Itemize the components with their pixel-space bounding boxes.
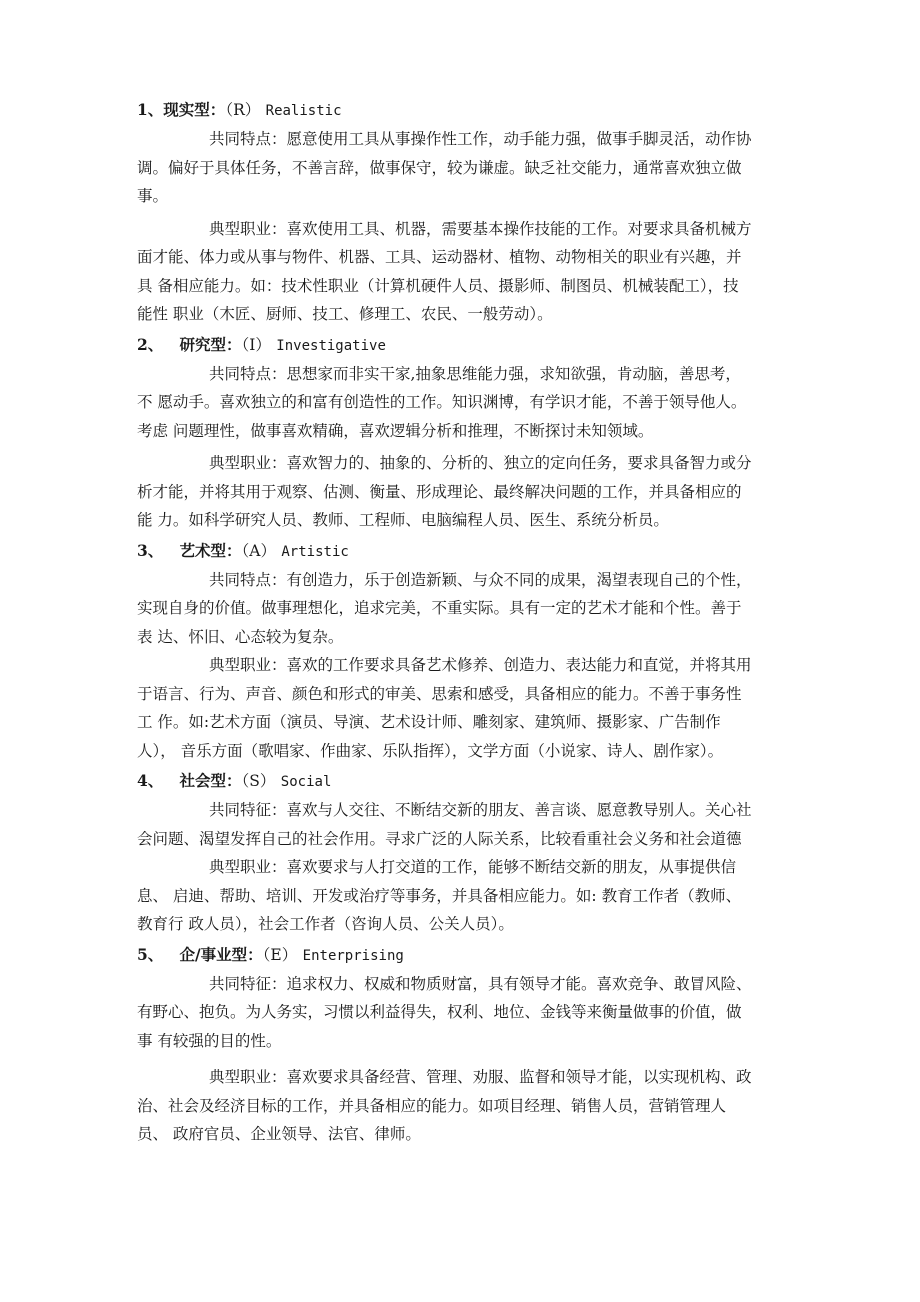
paragraph-line: 人）， 音乐方面（歌唱家、作曲家、乐队指挥），文学方面（小说家、诗人、剧作家）。 xyxy=(137,741,724,760)
section-code: （E） xyxy=(262,945,298,964)
paragraph-line: 典型职业：喜欢智力的、抽象的、分析的、独立的定向任务，要求具备智力或分 xyxy=(209,454,752,472)
section-title: 社会型： xyxy=(179,771,242,790)
section-code: （I） xyxy=(241,335,271,354)
paragraph-line: 工 作。如:艺术方面（演员、导演、艺术设计师、雕刻家、建筑师、摄影家、广告制作 xyxy=(137,713,721,731)
section-code: （S） xyxy=(241,772,276,790)
section-code: （R） xyxy=(225,101,261,119)
section-heading-artistic xyxy=(137,535,789,566)
paragraph-line: 典型职业：喜欢使用工具、机器，需要基本操作技能的工作。对要求具备机械方 xyxy=(209,219,752,238)
section-number: 5、 xyxy=(137,944,164,964)
paragraph-line: 治、社会及经济目标的工作，并具备相应的能力。如项目经理、销售人员，营销管理人 xyxy=(137,1096,727,1115)
paragraph-line: 典型职业：喜欢要求具备经营、管理、劝服、监督和领导才能，以实现机构、政 xyxy=(209,1068,752,1086)
section-heading-realistic xyxy=(137,94,789,125)
paragraph-line: 析才能，并将其用于观察、估测、衡量、形成理论、最终解决问题的工作，并具备相应的 xyxy=(137,482,742,501)
paragraph-line: 员、 政府官员、企业领导、法官、律师。 xyxy=(137,1125,421,1143)
section-english-name: Investigative xyxy=(276,337,386,354)
paragraph-line: 表 达、怀旧、心态较为复杂。 xyxy=(137,627,344,646)
section-english-name: Social xyxy=(280,774,332,790)
section-heading-social xyxy=(137,765,789,796)
section-title: 研究型： xyxy=(179,334,242,354)
paragraph-line: 有野心、抱负。为人务实，习惯以利益得失，权利、地位、金钱等来衡量做事的价值，做 xyxy=(137,1003,742,1021)
section-english-name: Artistic xyxy=(281,543,349,560)
section-number: 3、 xyxy=(137,540,164,560)
paragraph-line: 会问题、渴望发挥自己的社会作用。寻求广泛的人际关系，比较看重社会义务和社会道德 xyxy=(137,829,742,848)
paragraph-line: 事。 xyxy=(137,187,169,205)
section-english-name: Enterprising xyxy=(302,947,404,964)
paragraph-line: 实现自身的价值。做事理想化，追求完美，不重实际。具有一定的艺术才能和个性。善于 xyxy=(137,599,742,617)
section-heading-enterprising xyxy=(137,939,789,970)
section-code: （A） xyxy=(241,541,276,560)
section-number: 1、 xyxy=(137,100,164,119)
paragraph-line: 共同特点：有创造力，乐于创造新颖、与众不同的成果，渴望表现自己的个性， xyxy=(209,570,752,589)
paragraph-line: 共同特征：追求权力、权威和物质财富，具有领导才能。喜欢竞争、敢冒风险、 xyxy=(209,974,752,993)
paragraph-line: 共同特点：思想家而非实干家,抽象思维能力强，求知欲强，肯动脑，善思考， xyxy=(209,364,741,383)
section-english-name: Realistic xyxy=(265,103,342,119)
paragraph-line: 不 愿动手。喜欢独立的和富有创造性的工作。知识渊博，有学识才能，不善于领导他人。 xyxy=(137,393,747,411)
paragraph-line: 共同特征：喜欢与人交往、不断结交新的朋友、善言谈、愿意教导别人。关心社 xyxy=(209,801,752,819)
section-heading-investigative xyxy=(137,329,789,360)
paragraph-line: 能 力。如科学研究人员、教师、工程师、电脑编程人员、医生、系统分析员。 xyxy=(137,511,669,529)
paragraph-line: 息、 启迪、帮助、培训、开发或治疗等事务，并具备相应能力。如: 教育工作者（教师、 xyxy=(137,886,742,905)
paragraph-line: 事 有较强的目的性。 xyxy=(137,1031,282,1050)
paragraph-line: 考虑 问题理性，做事喜欢精确，喜欢逻辑分析和推理，不断探讨未知领域。 xyxy=(137,421,654,440)
section-title: 企/事业型： xyxy=(179,944,263,964)
paragraph-line: 典型职业：喜欢的工作要求具备艺术修养、创造力、表达能力和直觉，并将其用 xyxy=(209,656,752,674)
paragraph-line: 调。偏好于具体任务，不善言辞，做事保守，较为谦虚。缺乏社交能力，通常喜欢独立做 xyxy=(137,158,742,177)
section-title: 现实型： xyxy=(163,100,226,119)
paragraph-line: 于语言、行为、声音、颜色和形式的审美、思索和感受，具备相应的能力。不善于事务性 xyxy=(137,684,742,703)
paragraph-line: 面才能、体力或从事与物件、机器、工具、运动器材、植物、动物相关的职业有兴趣，并 xyxy=(137,248,742,266)
section-number: 4、 xyxy=(137,771,164,790)
paragraph-line: 能性 职业（木匠、厨师、技工、修理工、农民、一般劳动）。 xyxy=(137,305,553,323)
section-number: 2、 xyxy=(137,334,164,354)
paragraph-line: 典型职业：喜欢要求与人打交道的工作，能够不断结交新的朋友，从事提供信 xyxy=(209,858,737,876)
document-body xyxy=(137,94,789,1149)
section-title: 艺术型： xyxy=(179,540,242,560)
paragraph-line: 具 备相应能力。如：技术性职业（计算机硬件人员、摄影师、制图员、机械装配工），技 xyxy=(137,276,739,295)
paragraph-line: 共同特点：愿意使用工具从事操作性工作，动手能力强，做事手脚灵活，动作协 xyxy=(209,130,752,148)
paragraph-line: 教育行 政人员），社会工作者（咨询人员、公关人员）。 xyxy=(137,915,514,933)
